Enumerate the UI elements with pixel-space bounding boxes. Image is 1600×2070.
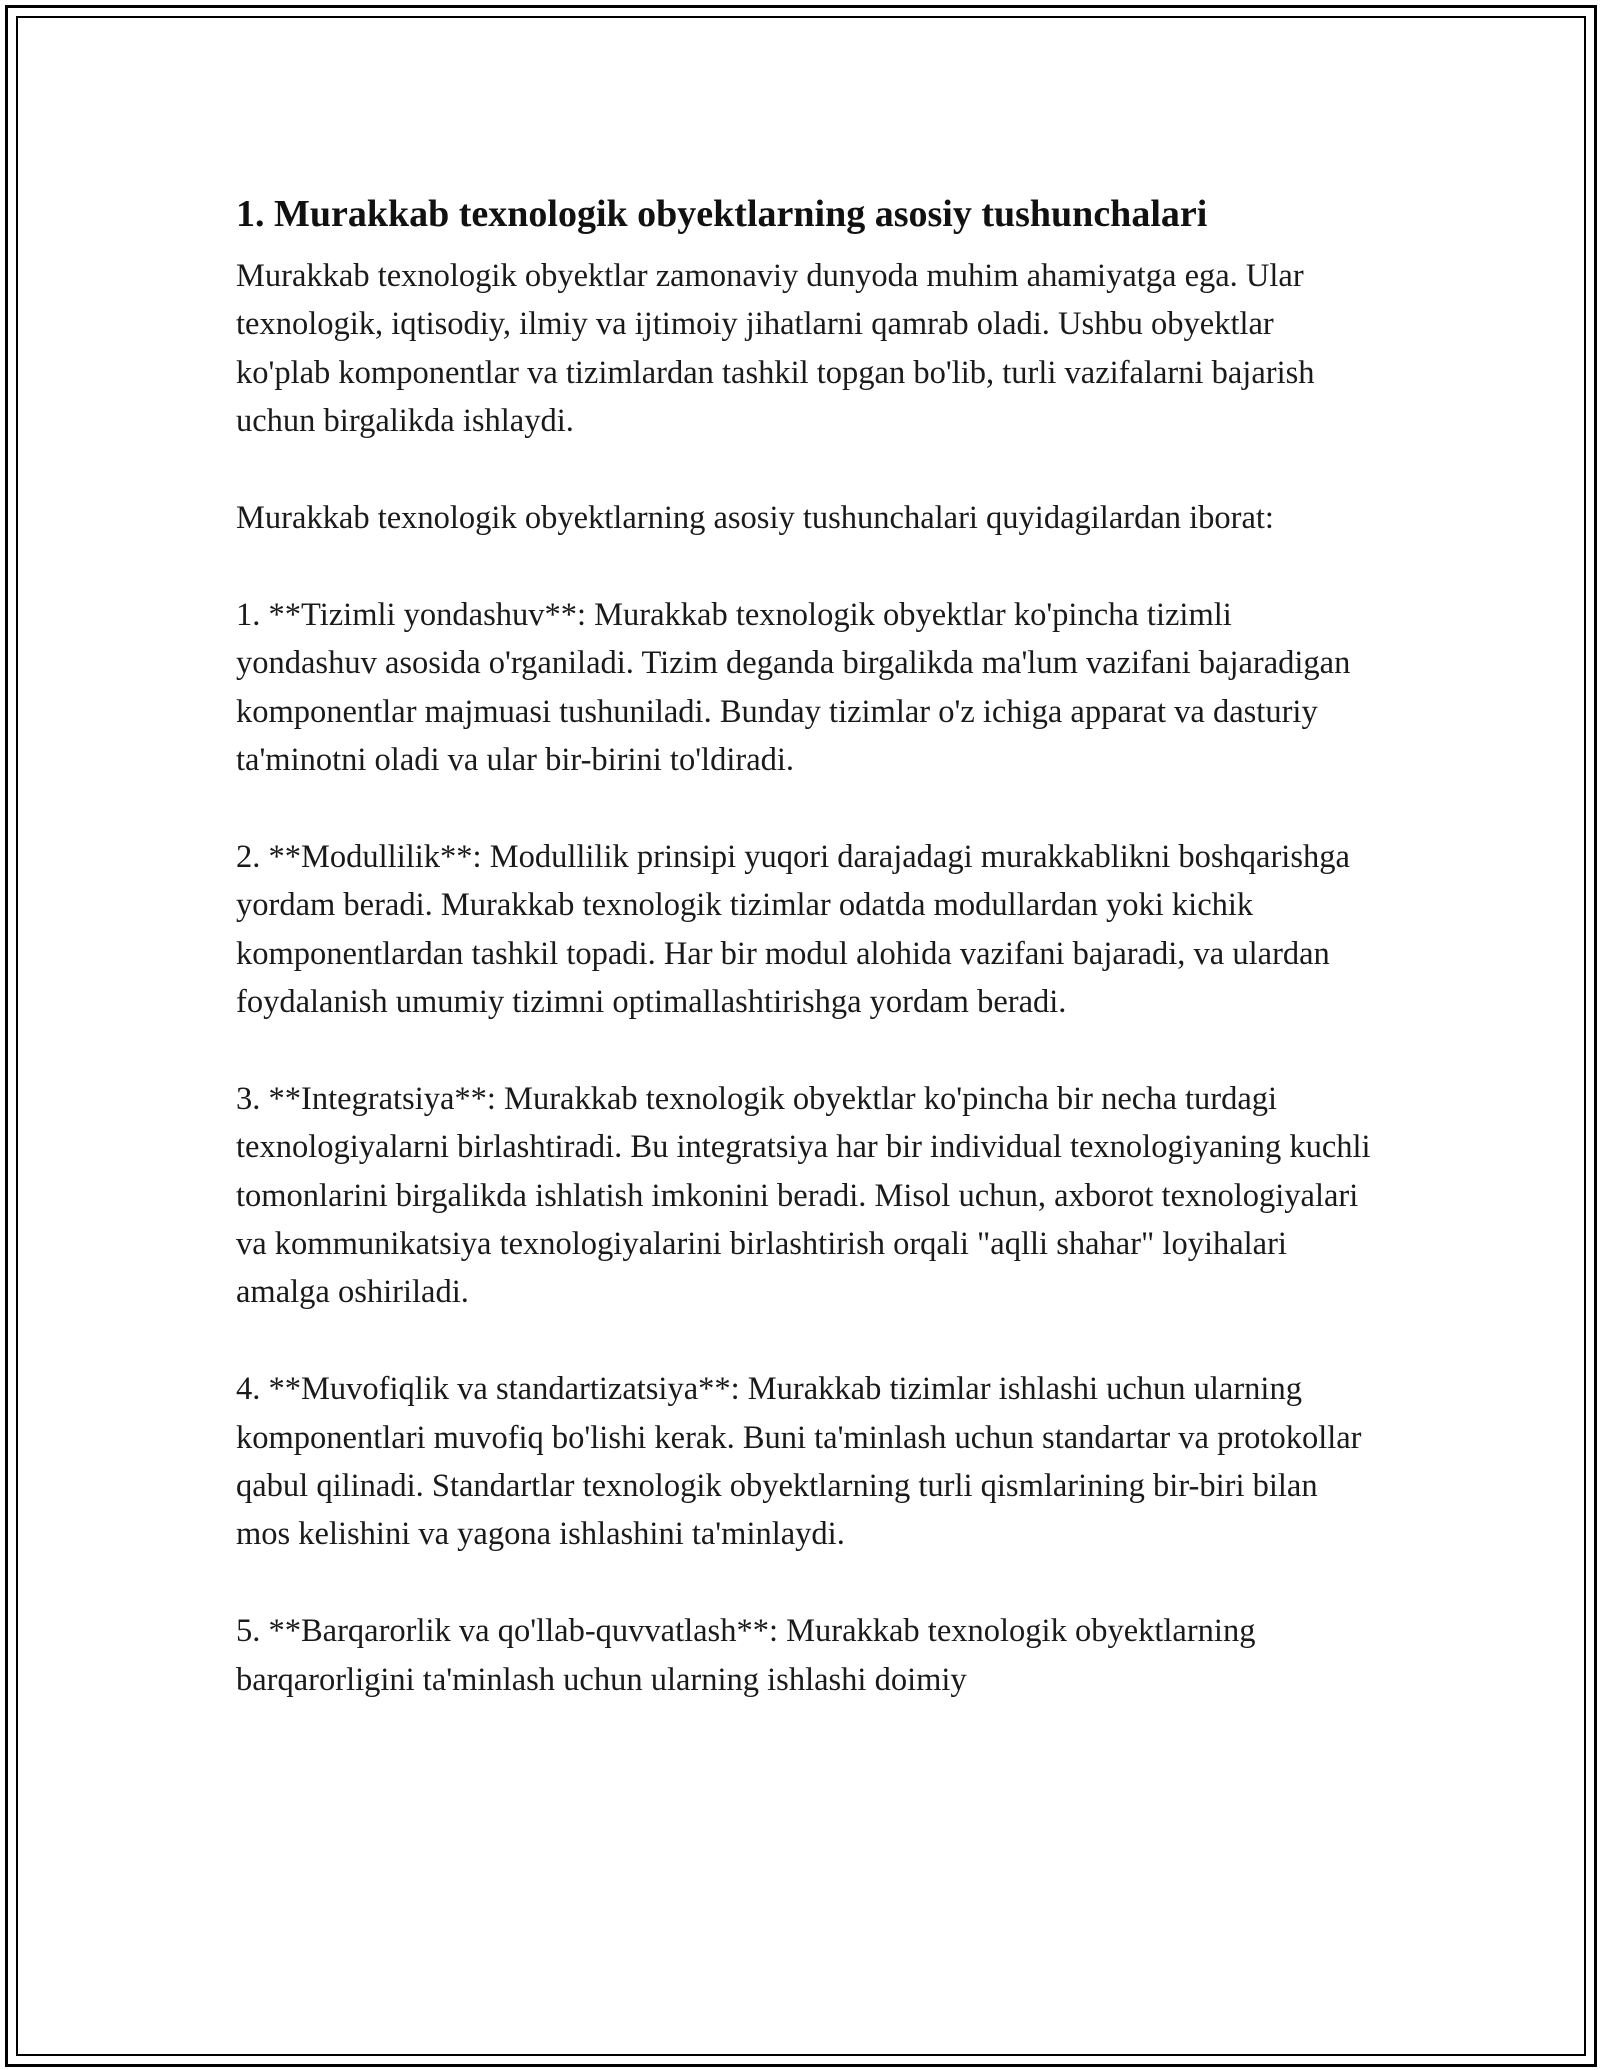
list-item-integration: 3. **Integratsiya**: Murakkab texnologik obyektlar ko'pincha bir necha turdagi texnologiyalarni birlashtiradi. Bu integratsiya har bir individual texnologiyaning kuchli tomonlarini birgalikda ishlatish imkonini beradi. Misol uchun, axborot texnologiyalari va kommunikatsiya texnologiyalarini birlashtirish orqali "aqlli shahar" loyihalari amalga oshiriladi. bbox=[236, 1080, 1371, 1311]
list-item-modularity: 2. **Modullilik**: Modullilik prinsipi yuqori darajadagi murakkablikni boshqarishga yordam beradi. Murakkab texnologik tizimlar odatda modullardan yoki kichik komponentlardan tashkil topadi. Har bir modul alohida vazifani bajaradi, va ulardan foydalanish umumiy tizimni optimallashtirishga yordam beradi. bbox=[236, 838, 1350, 1021]
document-body bbox=[236, 186, 1376, 1704]
list-item-stability: 5. **Barqarorlik va qo'llab-quvvatlash**: Murakkab texnologik obyektlarning barqarorligini ta'minlash uchun ularning ishlashi doimiy bbox=[236, 1613, 1256, 1698]
paragraph-intro: Murakkab texnologik obyektlar zamonaviy dunyoda muhim ahamiyatga ega. Ular texnologik, iqtisodiy, ilmiy va ijtimoiy jihatlarni qamrab oladi. Ushbu obyektlar ko'plab komponentlar va tizimlardan tashkil topgan bo'lib, turli vazifalarni bajarish uchun birgalikda ishlaydi. bbox=[236, 258, 1315, 440]
section-heading: 1. Murakkab texnologik obyektlarning asosiy tushunchalari bbox=[236, 193, 1208, 235]
list-item-systemic-approach: 1. **Tizimli yondashuv**: Murakkab texnologik obyektlar ko'pincha tizimli yondashuv asosida o'rganiladi. Tizim deganda birgalikda ma'lum vazifani bajaradigan komponentlar majmuasi tushuniladi. Bunday tizimlar o'z ichiga apparat va dasturiy ta'minotni oladi va ular bir-birini to'ldiradi. bbox=[236, 596, 1351, 779]
paragraph-list-lead: Murakkab texnologik obyektlarning asosiy tushunchalari quyidagilardan iborat: bbox=[236, 500, 1274, 537]
list-item-standardization: 4. **Muvofiqlik va standartizatsiya**: Murakkab tizimlar ishlashi uchun ularning komponentlari muvofiq bo'lishi kerak. Buni ta'minlash uchun standartar va protokollar qabul qilinadi. Standartlar texnologik obyektlarning turli qismlarining bir-biri bilan mos kelishini va yagona ishlashini ta'minlaydi. bbox=[236, 1371, 1362, 1553]
